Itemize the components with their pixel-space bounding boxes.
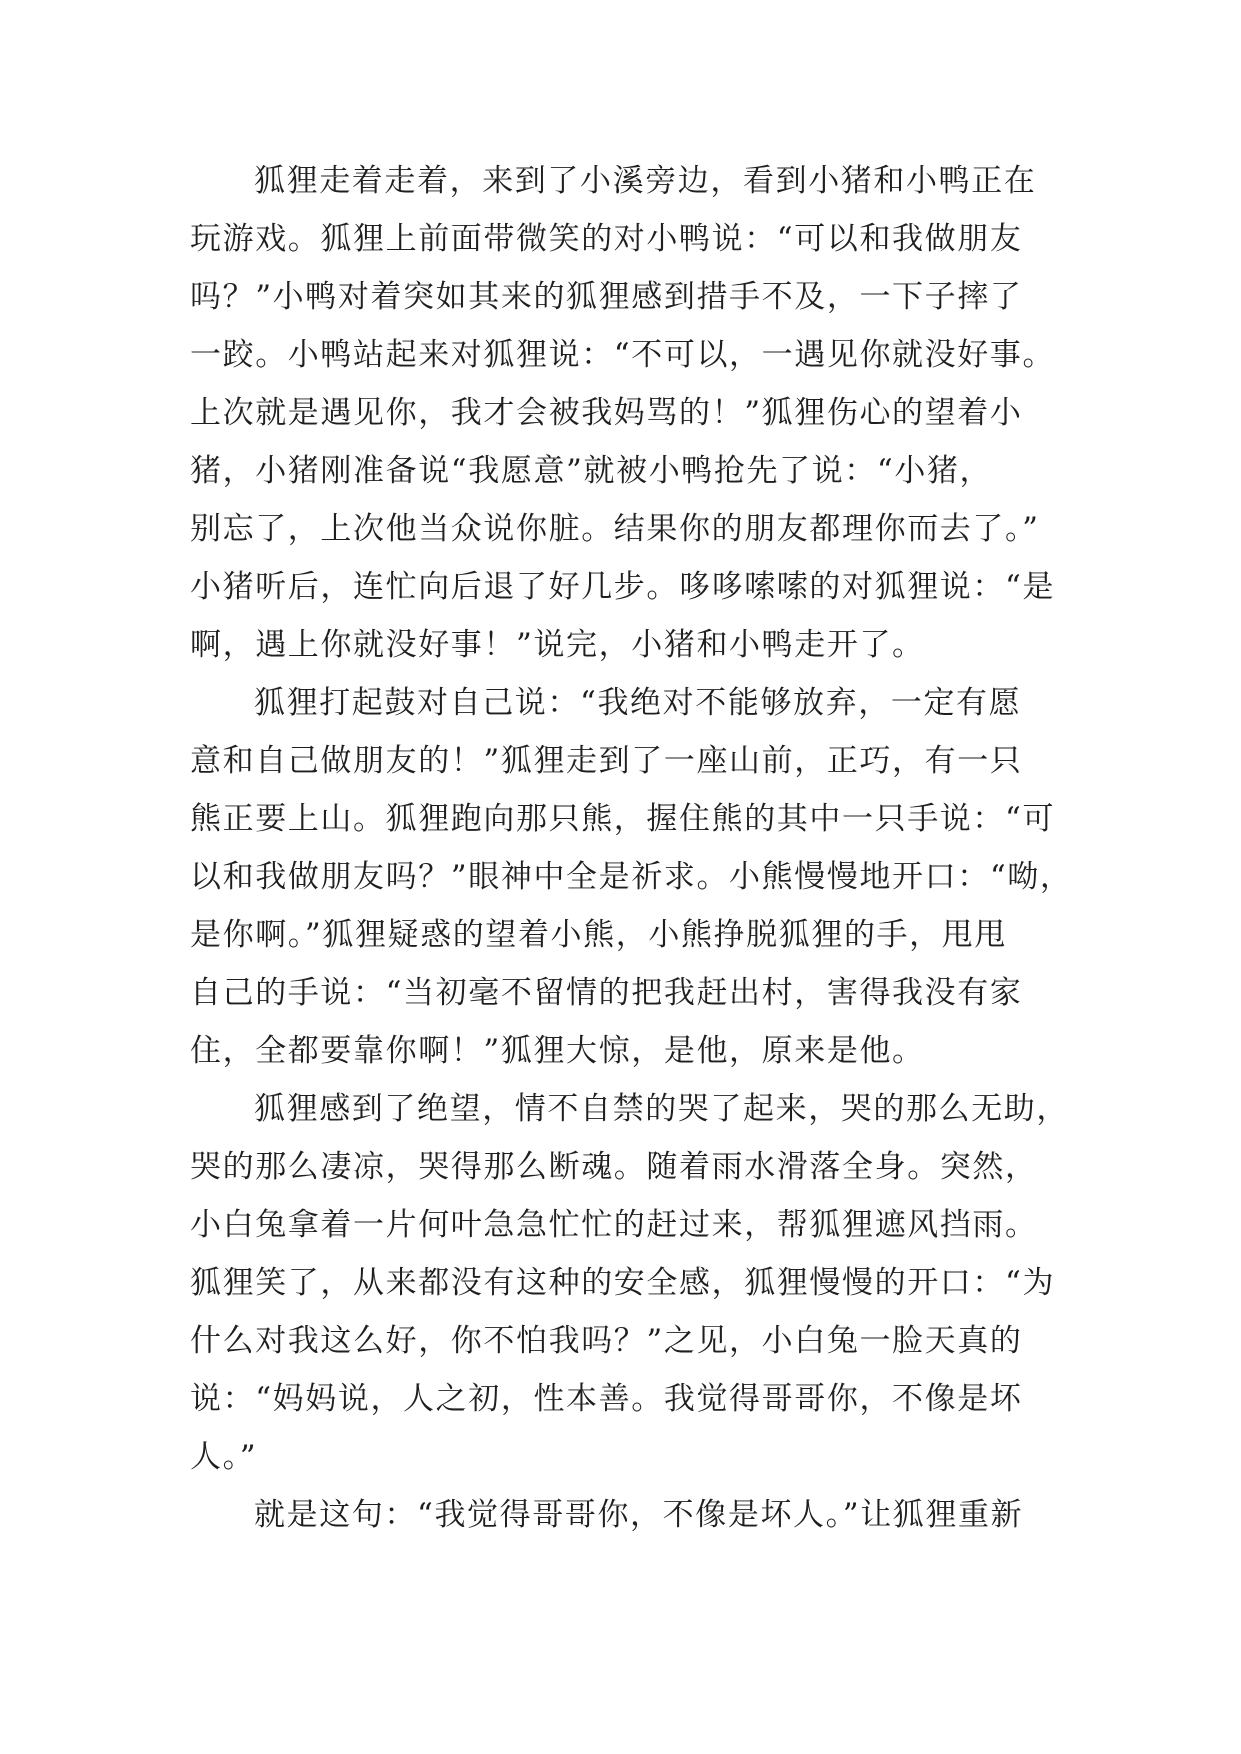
paragraph-3-line-3: 小白兔拿着一片何叶急急忙忙的赶过来，帮狐狸遮风挡雨。 bbox=[190, 1207, 1038, 1243]
paragraph-2-line-1: 狐狸打起鼓对自己说：“我绝对不能够放弃，一定有愿 bbox=[254, 685, 1022, 721]
paragraph-3-line-5: 什么对我这么好，你不怕我吗？”之见，小白兔一脸天真的 bbox=[190, 1323, 1023, 1359]
paragraph-2-line-2: 意和自己做朋友的！”狐狸走到了一座山前，正巧，有一只 bbox=[190, 743, 1023, 779]
paragraph-1-line-5: 上次就是遇见你，我才会被我妈骂的！”狐狸伤心的望着小 bbox=[190, 395, 1023, 431]
paragraph-1-line-6: 猪，小猪刚准备说“我愿意”就被小鸭抢先了说：“小猪， bbox=[190, 453, 993, 489]
paragraph-3-line-7: 人。” bbox=[190, 1439, 258, 1475]
paragraph-2-line-5: 是你啊。”狐狸疑惑的望着小熊，小熊挣脱狐狸的手，甩甩 bbox=[190, 917, 1007, 953]
paragraph-1-line-1: 狐狸走着走着，来到了小溪旁边，看到小猪和小鸭正在 bbox=[254, 163, 1037, 199]
paragraph-1-line-3: 吗？”小鸭对着突如其来的狐狸感到措手不及，一下子摔了 bbox=[190, 279, 1023, 315]
paragraph-1-line-2: 玩游戏。狐狸上前面带微笑的对小鸭说：“可以和我做朋友 bbox=[190, 221, 1023, 257]
paragraph-1-line-8: 小猪听后，连忙向后退了好几步。哆哆嗦嗦的对狐狸说：“是 bbox=[190, 569, 1056, 605]
paragraph-3-line-2: 哭的那么凄凉，哭得那么断魂。随着雨水滑落全身。突然， bbox=[190, 1149, 1038, 1185]
paragraph-3-line-4: 狐狸笑了，从来都没有这种的安全感，狐狸慢慢的开口：“为 bbox=[190, 1265, 1056, 1301]
paragraph-2-line-4: 以和我做朋友吗？”眼神中全是祈求。小熊慢慢地开口：“呦， bbox=[190, 859, 1073, 895]
paragraph-2-line-7: 住，全都要靠你啊！”狐狸大惊，是他，原来是他。 bbox=[190, 1033, 925, 1069]
paragraph-4-line-1: 就是这句：“我觉得哥哥你，不像是坏人。”让狐狸重新 bbox=[254, 1497, 1024, 1533]
paragraph-2-line-6: 自己的手说：“当初毫不留情的把我赶出村，害得我没有家 bbox=[190, 975, 1023, 1011]
story-text bbox=[190, 152, 1073, 1544]
paragraph-3-line-6: 说：“妈妈说，人之初，性本善。我觉得哥哥你，不像是坏 bbox=[190, 1381, 1023, 1417]
paragraph-3-line-1: 狐狸感到了绝望，情不自禁的哭了起来，哭的那么无助， bbox=[254, 1091, 1069, 1127]
paragraph-1-line-4: 一跤。小鸭站起来对狐狸说：“不可以，一遇见你就没好事。 bbox=[190, 337, 1056, 373]
paragraph-1-line-7: 别忘了，上次他当众说你脏。结果你的朋友都理你而去了。” bbox=[190, 511, 1040, 547]
paragraph-1-line-9: 啊，遇上你就没好事！”说完，小猪和小鸭走开了。 bbox=[190, 627, 925, 663]
paragraph-2-line-3: 熊正要上山。狐狸跑向那只熊，握住熊的其中一只手说：“可 bbox=[190, 801, 1056, 837]
